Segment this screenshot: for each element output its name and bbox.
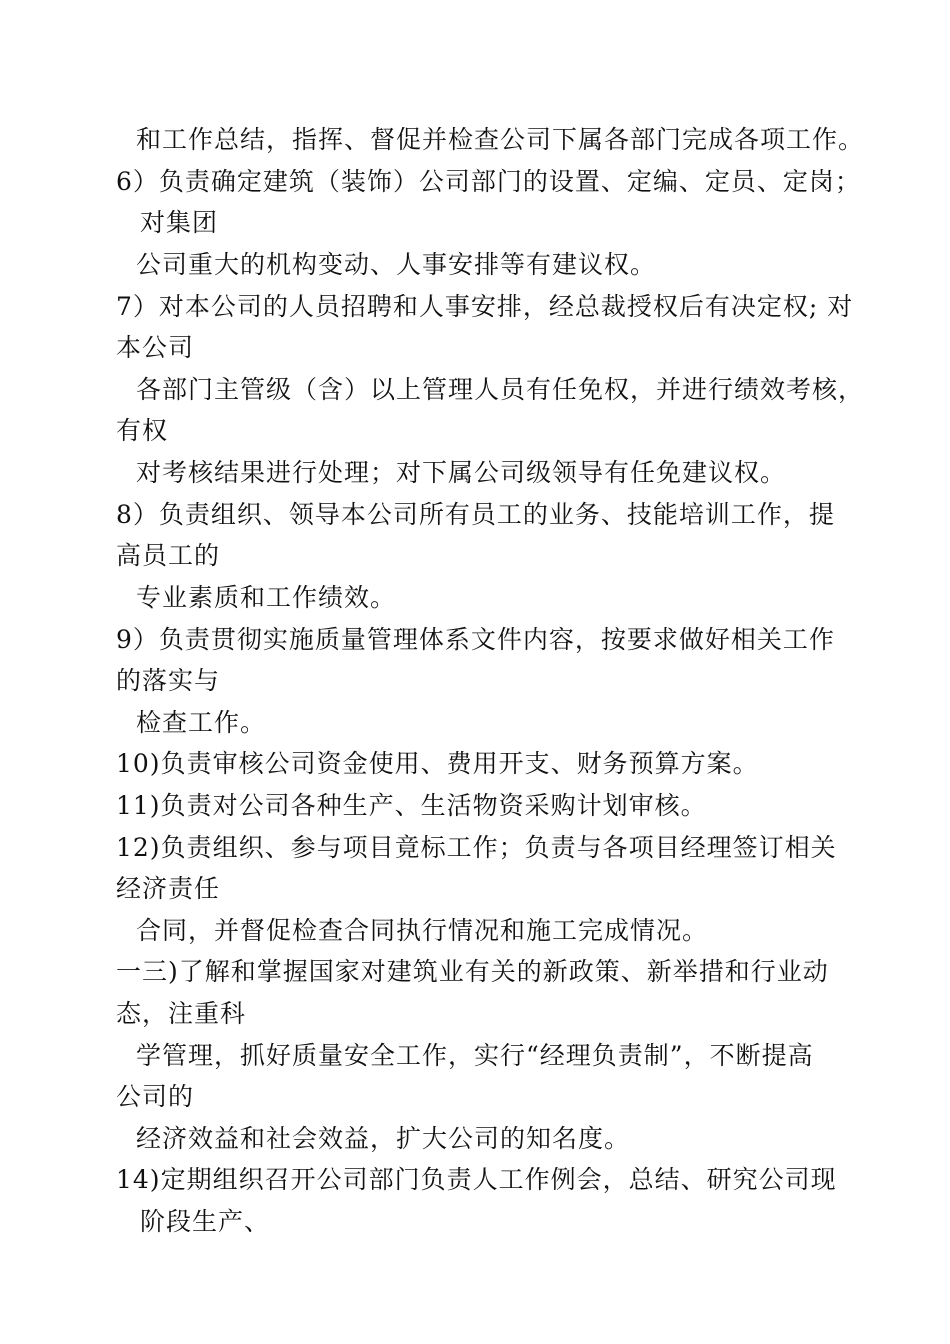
text-line: 态，注重科: [116, 999, 247, 1028]
text-line: 8）负责组织、领导本公司所有员工的业务、技能培训工作，提: [116, 500, 835, 529]
text-line: 6）负责确定建筑（装饰）公司部门的设置、定编、定员、定岗；: [116, 167, 861, 196]
text-line: 检查工作。: [136, 708, 267, 737]
text-line: 12)负责组织、参与项目竟标工作；负责与各项目经理签订相关: [116, 833, 837, 862]
text-line: 公司的: [116, 1082, 195, 1111]
text-line: 的落实与: [116, 666, 221, 695]
text-line: 对集团: [140, 208, 219, 237]
text-line: 9）负责贯彻实施质量管理体系文件内容，按要求做好相关工作: [116, 625, 835, 654]
text-line: 本公司: [116, 333, 195, 362]
text-line: 经济效益和社会效益，扩大公司的知名度。: [136, 1124, 631, 1153]
text-line: 合同，并督促检查合同执行情况和施工完成情况。: [136, 916, 709, 945]
text-line: 一三)了解和掌握国家对建筑业有关的新政策、新举措和行业动: [116, 957, 829, 986]
text-line: 专业素质和工作绩效。: [136, 583, 397, 612]
text-line: 公司重大的机构变动、人事安排等有建议权。: [136, 250, 657, 279]
text-line: 有权: [116, 416, 169, 445]
text-line: 高员工的: [116, 541, 221, 570]
text-line: 7）对本公司的人员招聘和人事安排，经总裁授权后有决定权; 对: [116, 292, 854, 321]
text-line: 10)负责审核公司资金使用、费用开支、财务预算方案。: [116, 749, 759, 778]
text-line: 对考核结果进行处理；对下属公司级领导有任免建议权。: [136, 458, 787, 487]
text-line: 14)定期组织召开公司部门负责人工作例会，总结、研究公司现: [116, 1165, 837, 1194]
text-line: 和工作总结，指挥、督促并检查公司下属各部门完成各项工作。: [136, 125, 865, 154]
text-line: 阶段生产、: [140, 1207, 271, 1236]
text-line: 学管理，抓好质量安全工作，实行“经理负责制”，不断提高: [136, 1041, 814, 1070]
text-line: 经济责任: [116, 874, 221, 903]
text-line: 各部门主管级（含）以上管理人员有任免权，并进行绩效考核，: [136, 375, 865, 404]
text-line: 11)负责对公司各种生产、生活物资采购计划审核。: [116, 791, 707, 820]
